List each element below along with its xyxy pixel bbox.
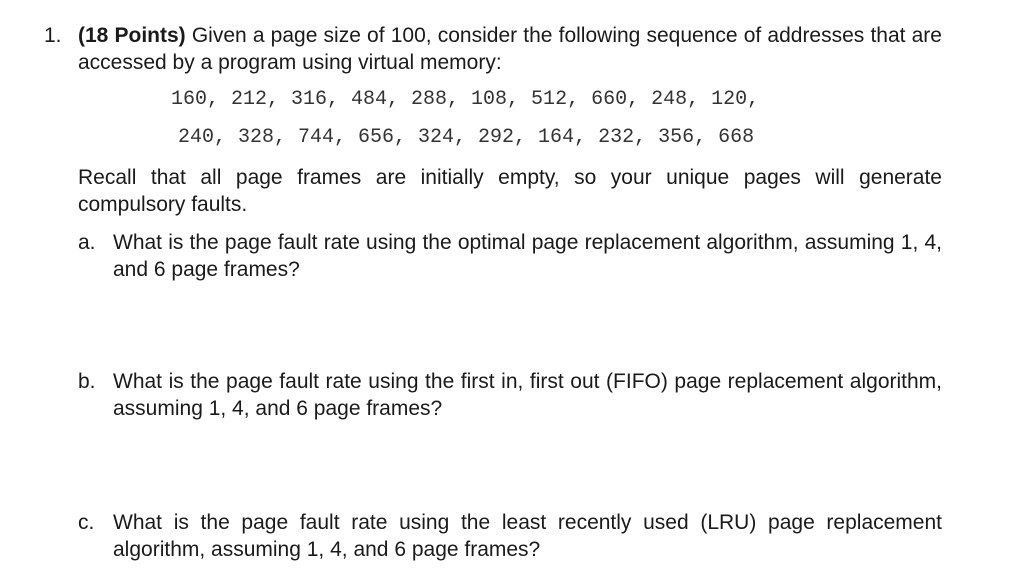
address-sequence-line-1: 160, 212, 316, 484, 288, 108, 512, 660, 248, 120, [171, 88, 760, 111]
question-body [78, 22, 942, 563]
address-sequence-line-2: 240, 328, 744, 656, 324, 292, 164, 232, 356, 668 [178, 126, 755, 149]
part-a-letter: a. [78, 231, 96, 254]
part-b-text: What is the page fault rate using the first in, first out (FIFO) page replacement algorithm, assuming 1, 4, and 6 page frames? [113, 370, 942, 420]
recall-note: Recall that all page frames are initially empty, so your unique pages will generate compulsory faults. [78, 166, 942, 216]
part-b [78, 368, 942, 422]
part-b-letter: b. [78, 370, 96, 393]
part-c-text: What is the page fault rate using the least recently used (LRU) page replacement algorithm, assuming 1, 4, and 6 page frames? [113, 511, 942, 561]
question-number: 1. [44, 24, 62, 47]
points-label: (18 Points) [78, 24, 186, 47]
part-c [78, 509, 942, 563]
intro-text: Given a page size of 100, consider the following sequence of addresses that are accessed by a program using virtual memory: [78, 24, 942, 74]
part-a-text: What is the page fault rate using the optimal page replacement algorithm, assuming 1, 4, and 6 page frames? [113, 231, 942, 281]
question-intro [78, 22, 942, 76]
part-a [78, 229, 942, 283]
part-c-letter: c. [78, 511, 95, 534]
